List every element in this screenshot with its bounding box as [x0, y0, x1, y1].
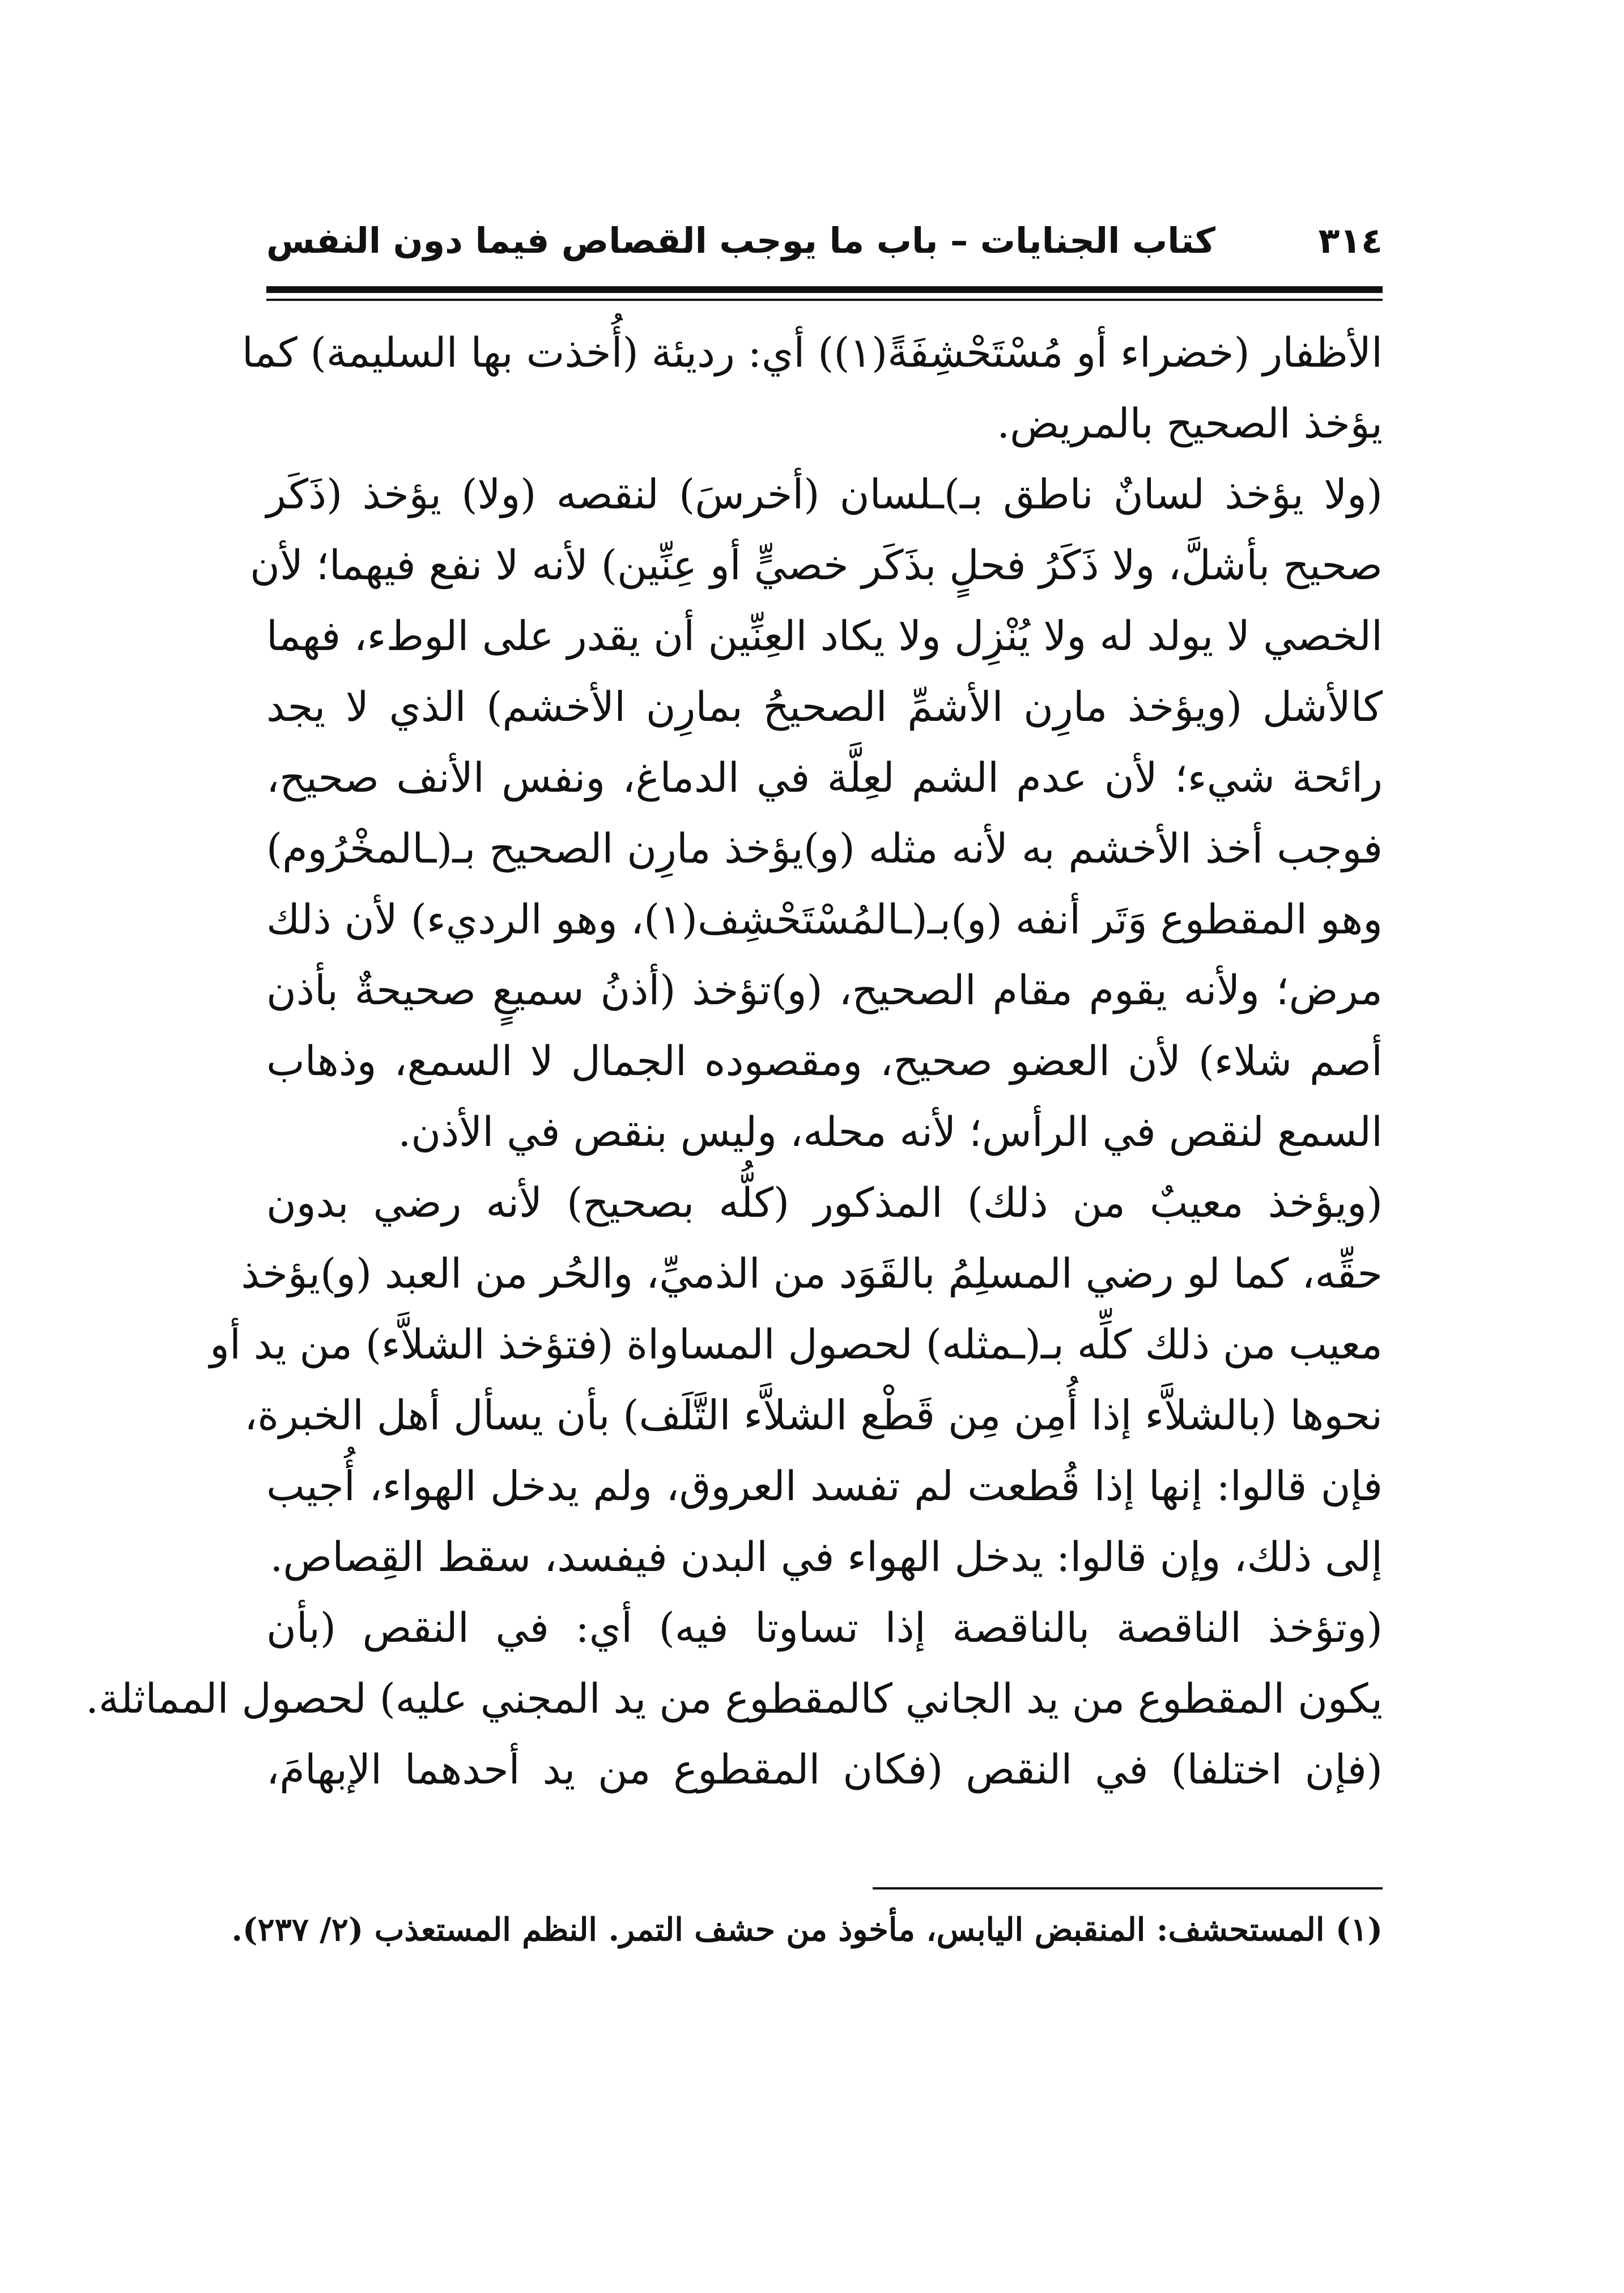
text-line: (وتؤخذ الناقصة بالناقصة إذا تساوتا فيه) أي: في النقص (بأن	[266, 1604, 1383, 1651]
text-line: صحيح بأشلَّ، ولا ذَكَرُ فحلٍ بذَكَر خصيٍّ أو عِنِّين) لأنه لا نفع فيهما؛ لأن	[250, 541, 1383, 589]
text-line: الخصي لا يولد له ولا يُنْزِل ولا يكاد العِنِّين أن يقدر على الوطء، فهما	[266, 612, 1383, 660]
text-line: نحوها (بالشلاَّء إذا أُمِن مِن قَطْع الشلاَّء التَّلَف) بأن يسأل أهل الخبرة،	[244, 1391, 1383, 1439]
text-line: رائحة شيء؛ لأن عدم الشم لعِلَّة في الدماغ، ونفس الأنف صحيح،	[266, 754, 1383, 801]
text-line: حقِّه، كما لو رضي المسلِمُ بالقَوَد من الذميِّ، والحُر من العبد (و)يؤخذ	[241, 1250, 1383, 1297]
text-line: وهو المقطوع وَتَر أنفه (و)بـ(ـالمُسْتَحْشِف(١)، وهو الرديء) لأن ذلك	[266, 895, 1383, 943]
text-line: يؤخذ الصحيح بالمريض.	[997, 400, 1383, 447]
text-line: (فإن اختلفا) في النقص (فكان المقطوع من يد أحدهما الإبهامَ،	[266, 1746, 1383, 1793]
page-number: ٣١٤	[1318, 220, 1383, 261]
page-header	[266, 218, 1383, 264]
text-line: فوجب أخذ الأخشم به لأنه مثله (و)يؤخذ مارِن الصحيح بـ(ـالمخْرُوم)	[266, 825, 1383, 872]
header-rule-thick	[266, 286, 1383, 293]
text-line: (ويؤخذ معيبٌ من ذلك) المذكور (كلُّه بصحيح) لأنه رضي بدون	[266, 1179, 1383, 1226]
text-line: (ولا يؤخذ لسانٌ ناطق بـ)ـلسان (أخرسَ) لنقصه (ولا) يؤخذ (ذَكَر	[266, 470, 1383, 518]
text-line: كالأشل (ويؤخذ مارِن الأشمِّ الصحيحُ بمارِن الأخشم) الذي لا يجد	[266, 683, 1383, 731]
main-text	[86, 317, 1383, 1805]
text-line: مرض؛ ولأنه يقوم مقام الصحيح، (و)تؤخذ (أذنُ سميعٍ صحيحةٌ بأذن	[266, 966, 1383, 1014]
text-line: فإن قالوا: إنها إذا قُطعت لم تفسد العروق، ولم يدخل الهواء، أُجيب	[266, 1462, 1383, 1510]
running-title: كتاب الجنايات – باب ما يوجب القصاص فيما دون النفس	[266, 220, 1215, 261]
footnote-rule	[873, 1887, 1383, 1889]
text-line: أصم شلاء) لأن العضو صحيح، ومقصوده الجمال لا السمع، وذهاب	[266, 1037, 1383, 1085]
header-rule-thin	[266, 299, 1383, 301]
text-line: يكون المقطوع من يد الجاني كالمقطوع من يد المجني عليه) لحصول المماثلة.	[86, 1675, 1383, 1722]
text-line: الأظفار (خضراء أو مُسْتَحْشِفَةً(١)) أي: رديئة (أُخذت بها السليمة) كما	[241, 329, 1383, 376]
text-line: السمع لنقص في الرأس؛ لأنه محله، وليس بنقص في الأذن.	[398, 1108, 1383, 1156]
footnote: (١) المستحشف: المنقبض اليابس، مأخوذ من حشف التمر. النظم المستعذب (٢/ ٢٣٧).	[231, 1911, 1383, 1948]
text-line: معيب من ذلك كلِّه بـ(ـمثله) لحصول المساواة (فتؤخذ الشلاَّء) من يد أو	[210, 1320, 1383, 1368]
text-line: إلى ذلك، وإن قالوا: يدخل الهواء في البدن فيفسد، سقط القِصاص.	[270, 1533, 1383, 1581]
